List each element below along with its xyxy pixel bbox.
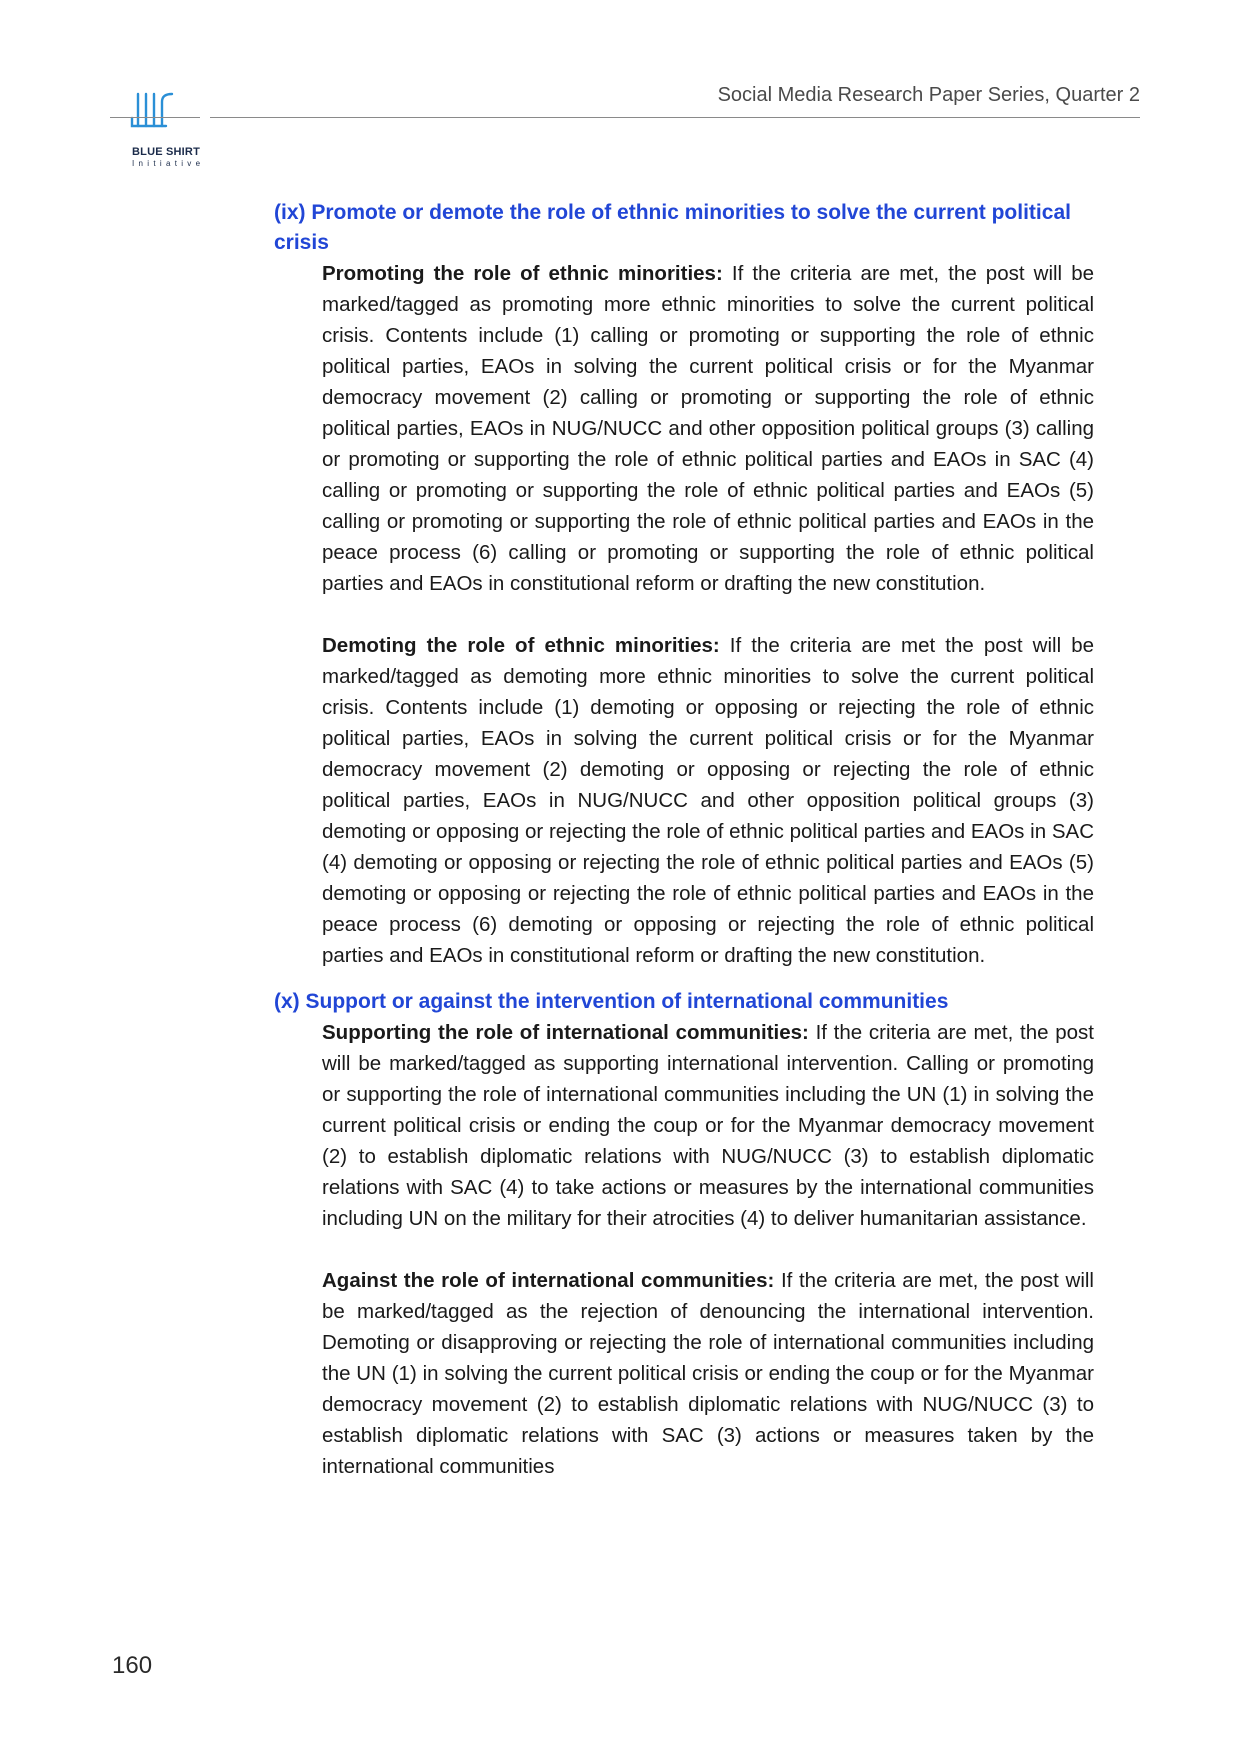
paragraph-lead: Supporting the role of international communities:	[322, 1021, 809, 1044]
paragraph-text: If the criteria are met, the post will be marked/tagged as the rejection of denouncing the international intervention. Demoting or disapproving or rejecting the role of international communities including the UN (1) in solving the current political crisis or ending the coup or for the Myanmar democracy movement (2) to establish diplomatic relations with NUG/NUCC (3) to establish diplomatic relations with SAC (3) actions or measures taken by the international communities	[322, 1269, 1094, 1478]
running-header-title: Social Media Research Paper Series, Quarter 2	[717, 84, 1140, 106]
section-heading-ix: (ix) Promote or demote the role of ethnic minorities to solve the current political crisis	[274, 201, 1071, 254]
logo-subtitle: Initiative	[132, 159, 205, 168]
paragraph-against-international	[322, 1265, 1094, 1482]
paragraph-demoting-ethnic	[322, 630, 1094, 971]
section-heading-x: (x) Support or against the intervention of international communities	[274, 990, 949, 1013]
paragraph-lead: Against the role of international communities:	[322, 1269, 775, 1292]
page-number: 160	[112, 1652, 153, 1679]
section-spacer	[274, 971, 1094, 987]
paragraph-spacer	[274, 1234, 1094, 1265]
paragraph-text: If the criteria are met, the post will be marked/tagged as supporting international intervention. Calling or promoting or supporting the role of international communities including the UN (1) in solving the current political crisis or ending the coup or for the Myanmar democracy movement (2) to establish diplomatic relations with NUG/NUCC (3) to establish diplomatic relations with SAC (4) to take actions or measures by the international communities including UN on the military for their atrocities (4) to deliver humanitarian assistance.	[322, 1021, 1094, 1230]
header-divider	[110, 117, 1140, 118]
blue-shirt-logo	[118, 82, 218, 177]
page-body	[274, 198, 1094, 1482]
paragraph-text: If the criteria are met, the post will be marked/tagged as promoting more ethnic minorities to solve the current political crisis. Contents include (1) calling or promoting or supporting the role of ethnic political parties, EAOs in solving the current political crisis or for the Myanmar democracy movement (2) calling or promoting or supporting the role of ethnic political parties, EAOs in NUG/NUCC and other opposition political groups (3) calling or promoting or supporting the role of ethnic political parties and EAOs in SAC (4) calling or promoting or supporting the role of ethnic political parties and EAOs (5) calling or promoting or supporting the role of ethnic political parties and EAOs in the peace process (6) calling or promoting or supporting the role of ethnic political parties and EAOs in constitutional reform or drafting the new constitution.	[322, 262, 1094, 595]
header-divider-gap	[200, 114, 210, 120]
paragraph-promoting-ethnic	[322, 258, 1094, 599]
paragraph-supporting-international	[322, 1017, 1094, 1234]
paragraph-spacer	[274, 599, 1094, 630]
paragraph-text: If the criteria are met the post will be marked/tagged as demoting more ethnic minorities to solve the current political crisis. Contents include (1) demoting or opposing or rejecting the role of ethnic political parties, EAOs in solving the current political crisis or for the Myanmar democracy movement (2) demoting or opposing or rejecting the role of ethnic political parties, EAOs in NUG/NUCC and other opposition political groups (3) demoting or opposing or rejecting the role of ethnic political parties and EAOs in SAC (4) demoting or opposing or rejecting the role of ethnic political parties and EAOs (5) demoting or opposing or rejecting the role of ethnic political parties and EAOs in the peace process (6) demoting or opposing or rejecting the role of ethnic political parties and EAOs in constitutional reform or drafting the new constitution.	[322, 634, 1094, 967]
logo-mark-icon	[118, 82, 178, 142]
logo-name: BLUE SHIRT	[132, 146, 200, 158]
paragraph-lead: Demoting the role of ethnic minorities:	[322, 634, 720, 657]
paragraph-lead: Promoting the role of ethnic minorities:	[322, 262, 723, 285]
